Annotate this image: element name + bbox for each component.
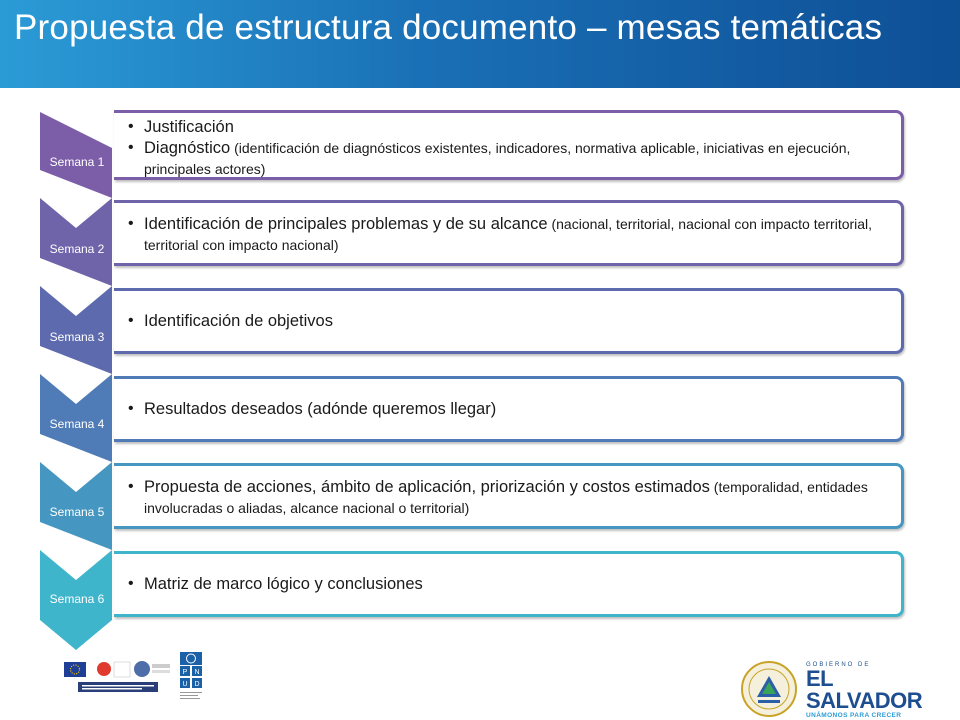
week-label-3: Semana 3 [49,330,105,344]
svg-text:P: P [182,669,188,676]
gov-tagline: UNÁMONOS PARA CRECER [806,712,902,719]
list-item: • Resultados deseados (adónde queremos llegar) [144,399,901,420]
svg-text:N: N [194,669,200,676]
slide-title: Propuesta de estructura documento – mesas temáticas [14,8,883,47]
list-item: • Diagnóstico (identificación de diagnósticos existentes, indicadores, normativa aplicable, iniciativas en ejecución, principales actores) [144,138,901,180]
week-box-4 [114,376,904,442]
gov-small-text: GOBIERNO DE [806,662,871,668]
list-item: • Propuesta de acciones, ámbito de aplicación, priorización y costos estimados (temporalidad, entidades involucradas o aliadas, alcance nacional o territorial) [144,477,901,519]
week-box-5 [114,463,904,529]
svg-text:D: D [194,681,200,688]
list-item: • Matriz de marco lógico y conclusiones [144,574,901,595]
coat-of-arms-icon [740,660,798,718]
week-label-4: Semana 4 [49,417,105,431]
gov-name: EL SALVADOR [806,666,923,713]
list-item: • Identificación de objetivos [144,311,901,332]
week-label-6: Semana 6 [49,592,105,606]
aecid-icon [97,662,111,676]
svg-text:U: U [182,681,188,688]
week-label-2: Semana 2 [49,242,105,256]
oas-seal-icon [134,661,150,677]
undp-logo [178,652,204,710]
list-item: • Justificación [144,117,901,138]
week-label-1: Semana 1 [49,155,105,169]
week-box-6 [114,551,904,617]
week-box-1 [114,110,904,180]
list-item: • Identificación de principales problemas y de su alcance (nacional, territorial, nacional con impacto territorial, territorial con impacto nacional) [144,214,901,256]
week-box-3 [114,288,904,354]
week-box-2 [114,200,904,266]
eu-flag-icon [64,662,86,677]
week-label-5: Semana 5 [49,505,105,519]
government-logo [806,662,923,719]
